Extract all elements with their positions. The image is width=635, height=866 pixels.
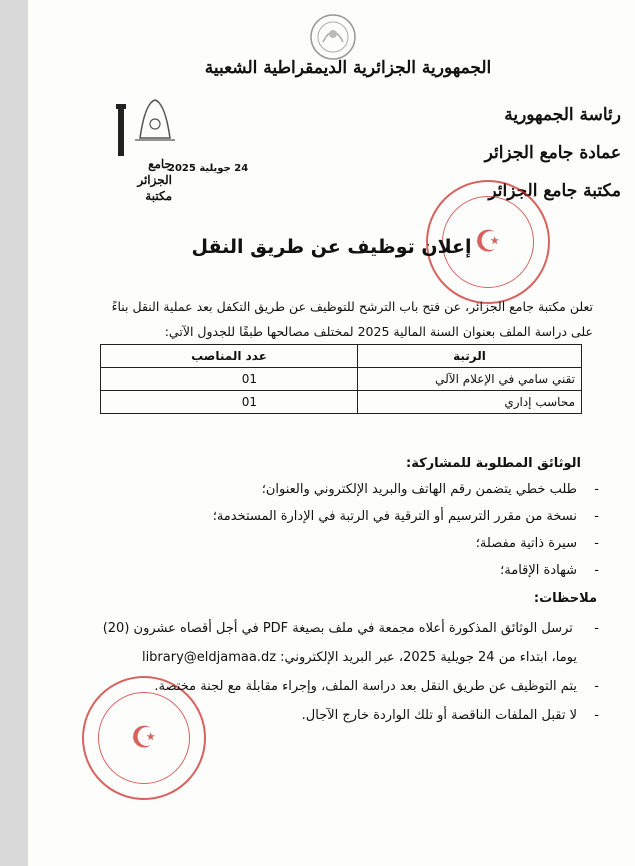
presidency-line: رئاسة الجمهورية — [504, 105, 621, 125]
logo-caption: جامع الجزائر مكتبة — [137, 157, 172, 203]
documents-heading: الوثائق المطلوبة للمشاركة: — [406, 456, 581, 471]
table-header-row — [101, 345, 582, 368]
table-cell-rank: تقني سامي في الإعلام الآلي — [358, 368, 582, 391]
list-item: - لا تقبل الملفات الناقصة أو تلك الواردة خارج الآجال. — [103, 701, 599, 730]
table-cell-count: 01 — [101, 391, 358, 414]
library-logo — [110, 98, 180, 203]
list-item: - يتم التوظيف عن طريق النقل بعد دراسة الملف، وإجراء مقابلة مع لجنة مختصة. — [103, 672, 599, 701]
document-page — [28, 0, 635, 866]
republic-heading: الجمهورية الجزائرية الديمقراطية الشعبية — [204, 58, 492, 78]
table-row — [101, 391, 582, 414]
notes-heading: ملاحظات: — [533, 591, 597, 606]
page-title: إعلان توظيف عن طريق النقل — [191, 236, 472, 258]
intro-paragraph: تعلن مكتبة جامع الجزائر، عن فتح باب الترشح للتوظيف عن طريق التكفل بعد عملية النقل بناءً على دراسة الملف بعنوان السنة المالية 2025 لمختلف مصالحها طبقًا للجدول الآتي: — [111, 299, 593, 339]
table-cell-rank: محاسب إداري — [358, 391, 582, 414]
list-item — [103, 614, 599, 672]
list-item: - سيرة ذاتية مفصلة؛ — [213, 530, 599, 557]
documents-list — [213, 476, 599, 584]
notes-list — [103, 614, 599, 730]
note-1-line-2: يوما، ابتداء من 24 جويلية 2025، عبر البريد الإلكتروني: library@eldjamaa.dz — [141, 650, 577, 665]
library-line: مكتبة جامع الجزائر — [488, 181, 621, 201]
table-cell-count: 01 — [101, 368, 358, 391]
date-text: 24 جويلية 2025 — [168, 163, 249, 174]
column-header-rank: الرتبة — [358, 345, 582, 368]
national-emblem-icon — [298, 12, 368, 62]
positions-table — [100, 344, 582, 414]
column-header-count: عدد المناصب — [101, 345, 358, 368]
list-item: - طلب خطي يتضمن رقم الهاتف والبريد الإلكتروني والعنوان؛ — [213, 476, 599, 503]
list-item: - نسخة من مقرر الترسيم أو الترقية في الرتبة في الإدارة المستخدمة؛ — [213, 503, 599, 530]
note-1-line-1: ترسل الوثائق المذكورة أعلاه مجمعة في ملف بصيغة PDF في أجل أقصاه عشرون (20) — [102, 621, 573, 636]
official-stamp-icon: ☪ — [426, 180, 550, 304]
minaret-icon — [110, 98, 180, 158]
official-stamp-icon-bottom: ☪ — [82, 676, 206, 800]
list-item: - شهادة الإقامة؛ — [213, 557, 599, 584]
table-row — [101, 368, 582, 391]
mosque-admin-line: عمادة جامع الجزائر — [484, 143, 621, 163]
